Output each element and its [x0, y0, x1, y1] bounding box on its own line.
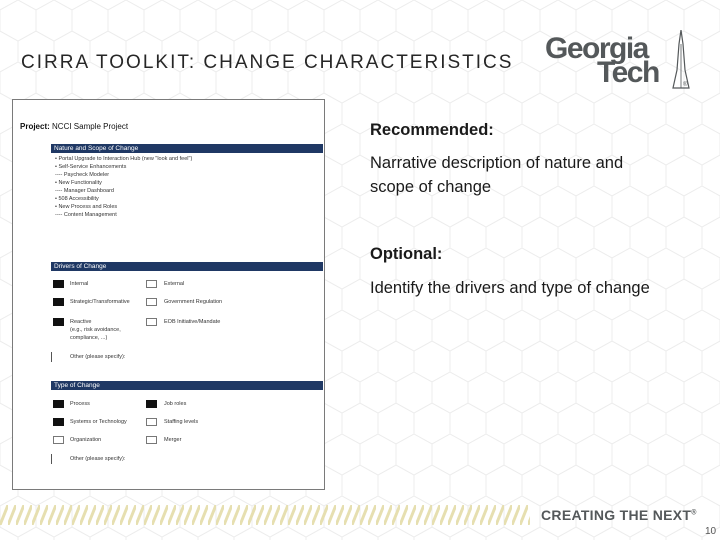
project-label: Project:	[20, 122, 50, 131]
type-label-staffing: Staffing levels	[164, 419, 199, 425]
slide-title: CIRRA TOOLKIT: CHANGE CHARACTERISTICS	[21, 52, 514, 73]
driver-reactive-sub1: (e.g., risk avoidance,	[70, 327, 121, 333]
driver-label-other: Other (please specify):	[70, 354, 126, 360]
georgia-tech-logo	[543, 30, 693, 94]
checkbox-internal	[53, 280, 64, 288]
page-number: 10	[705, 526, 717, 537]
driver-label-strategic: Strategic/Transformative	[70, 299, 130, 305]
nature-item: • Portal Upgrade to Interaction Hub (new "look and feel")	[55, 156, 193, 162]
drivers-header: Drivers of Change	[51, 262, 323, 271]
recommended-text-line2: scope of change	[370, 178, 492, 196]
optional-text: Identify the drivers and type of change	[370, 279, 650, 297]
checkbox-organization	[53, 436, 64, 444]
recommended-text-line1: Narrative description of nature and	[370, 154, 624, 172]
nature-item: ---- Content Management	[55, 212, 117, 218]
logo-line-georgia: Georgia	[545, 32, 648, 65]
nature-scope-header: Nature and Scope of Change	[51, 144, 323, 153]
driver-label-gov-regulation: Government Regulation	[164, 299, 223, 305]
type-label-other: Other (please specify):	[70, 456, 126, 462]
type-label-systems: Systems or Technology	[70, 419, 127, 425]
driver-reactive-sub2: compliance, ...)	[70, 335, 108, 341]
checkbox-strategic	[53, 298, 64, 306]
checkbox-job-roles	[146, 400, 157, 408]
nature-item: • Self-Service Enhancements	[55, 164, 127, 170]
checkbox-gov-regulation	[146, 298, 157, 306]
project-worksheet-image	[12, 99, 325, 490]
nature-item: • New Process and Roles	[55, 204, 118, 210]
driver-label-reactive: Reactive	[70, 319, 92, 325]
checkbox-merger	[146, 436, 157, 444]
logo-registered-mark: ®	[683, 82, 688, 88]
tagline-text: CREATING THE NEXT	[541, 507, 692, 523]
nature-item: ---- Manager Dashboard	[55, 188, 114, 194]
type-label-merger: Merger	[164, 437, 182, 443]
checkbox-eob	[146, 318, 157, 326]
checkbox-staffing	[146, 418, 157, 426]
footer-tagline	[541, 507, 697, 523]
other-checkbox-type	[51, 454, 54, 464]
project-line	[20, 122, 128, 131]
driver-label-eob: EOB Initiative/Mandate	[164, 319, 221, 325]
driver-label-internal: Internal	[70, 281, 89, 287]
project-name: NCCI Sample Project	[52, 122, 129, 131]
driver-label-external: External	[164, 281, 185, 287]
other-checkbox-drivers	[51, 352, 54, 362]
footer-stripe-pattern	[0, 505, 530, 525]
tech-tower-icon	[671, 30, 691, 92]
type-label-organization: Organization	[70, 437, 102, 443]
type-of-change-header: Type of Change	[51, 381, 323, 390]
checkbox-external	[146, 280, 157, 288]
optional-heading: Optional:	[370, 245, 443, 263]
type-label-process: Process	[70, 401, 90, 407]
recommended-heading: Recommended:	[370, 121, 494, 139]
tagline-registered-mark: ®	[691, 509, 697, 517]
checkbox-reactive	[53, 318, 64, 326]
nature-item: ---- Paycheck Modeler	[55, 172, 110, 178]
checkbox-systems	[53, 418, 64, 426]
type-label-job-roles: Job roles	[164, 401, 187, 407]
nature-item: • 508 Accessibility	[55, 196, 99, 202]
logo-line-tech: Tech	[597, 56, 659, 89]
nature-item: • New Functionality	[55, 180, 102, 186]
checkbox-process	[53, 400, 64, 408]
